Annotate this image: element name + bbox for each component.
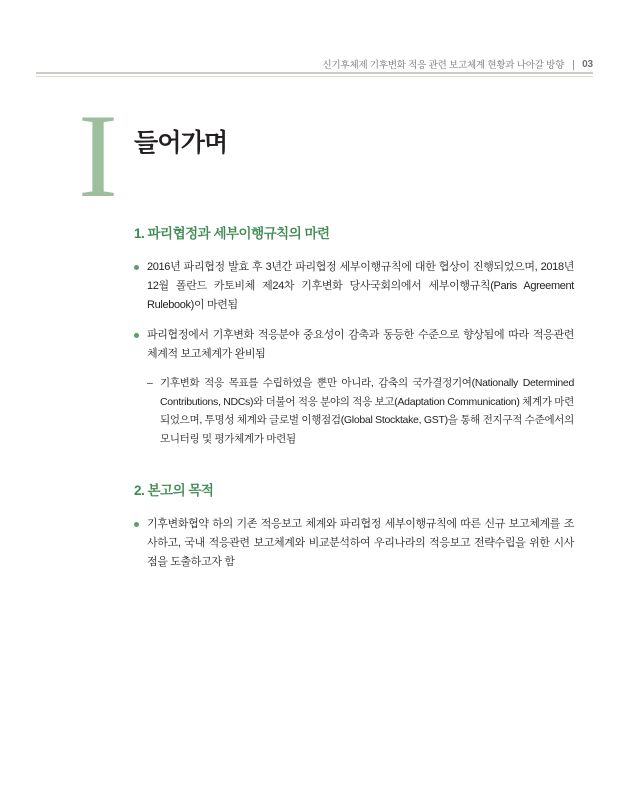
- running-header-title: 신기후체제 기후변화 적응 관련 보고체계 현황과 나아갈 방향: [322, 59, 565, 71]
- section-heading-1: 1. 파리협정과 세부이행규칙의 마련: [134, 226, 330, 241]
- list-item: 2016년 파리협정 발효 후 3년간 파리협정 세부이행규칙에 대한 협상이 진행되었으며, 2018년 12월 폴란드 카토비체 제24차 기후변화 당사국회의에서 세부이행규칙(Paris Agreement Rulebook)이 마련됨: [134, 258, 574, 315]
- page-number: 03: [582, 59, 593, 70]
- running-header: [36, 48, 593, 70]
- header-divider: [36, 72, 593, 74]
- list-item: 기후변화협약 하의 기존 적응보고 체계와 파리협정 세부이행규칙에 따른 신규 보고체계를 조사하고, 국내 적응관련 보고체계와 비교분석하여 우리나라의 적응보고 전략수립을 위한 시사점을 도출하고자 함: [134, 515, 574, 572]
- chapter-numeral: I: [78, 89, 118, 222]
- page-title: 들어가며: [134, 129, 228, 157]
- header-separator: [573, 60, 574, 70]
- document-body: [134, 222, 574, 574]
- section-heading-2: 2. 본고의 목적: [134, 482, 214, 498]
- header-divider-secondary: [36, 76, 593, 77]
- list-item: – 기후변화 적응 목표를 수립하였을 뿐만 아니라, 감축의 국가결정기여(Nationally Determined Contributions, NDCs)와 더불어 적응 분야의 적응 보고(Adaptation Communication) 체계가 마련되었으며, 투명성 체계와 글로벌 이행점검(Global Stocktake, GST)을 통해 전지구적 수준에서의 모니터링 및 평가체계가 마련됨: [147, 374, 574, 449]
- list-item: 파리협정에서 기후변화 적응분야 중요성이 감축과 동등한 수준으로 향상됨에 따라 적응관련 체계적 보고체계가 완비됨: [134, 326, 574, 364]
